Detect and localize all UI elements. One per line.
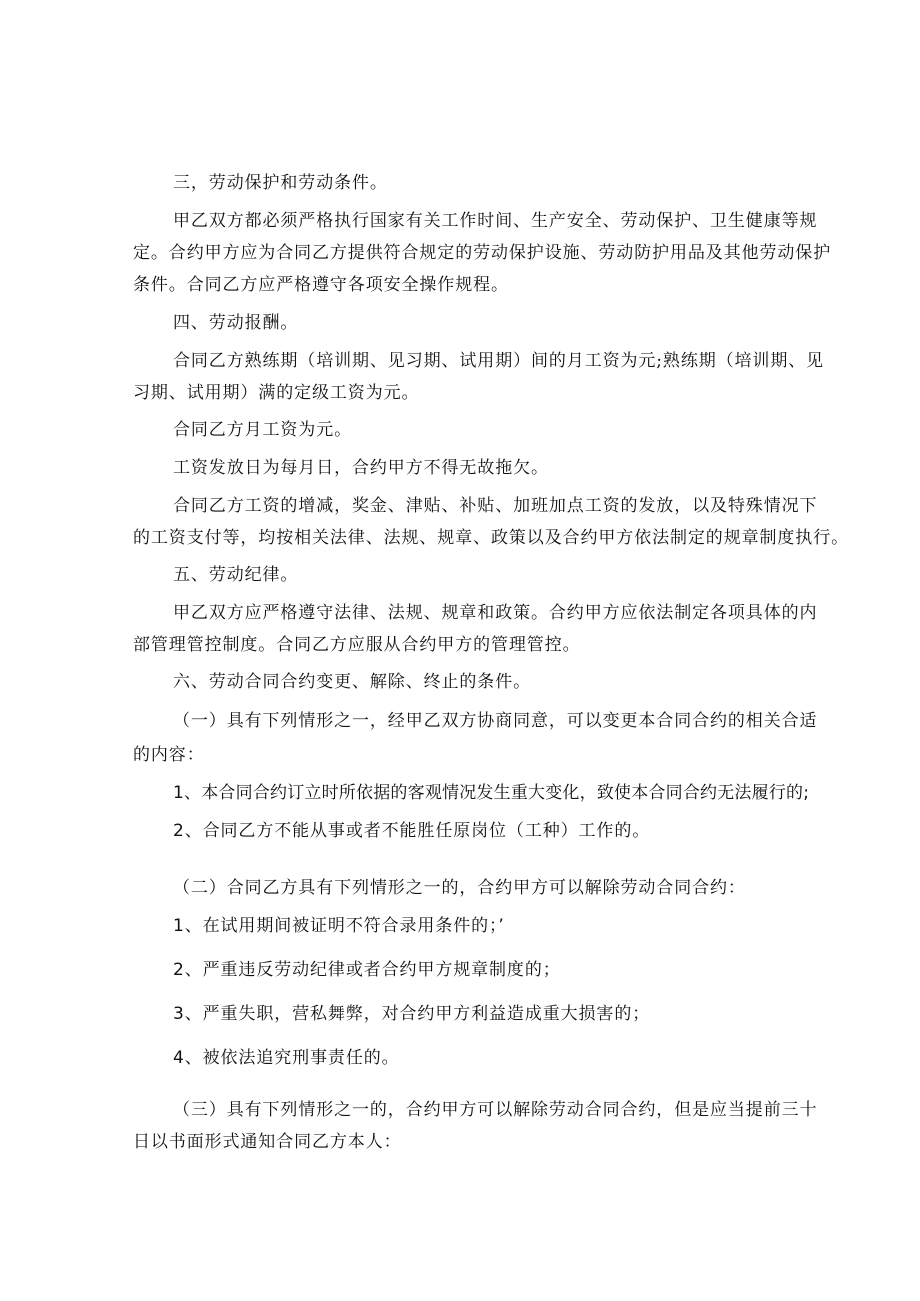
- paragraph-line: 合同乙方熟练期（培训期、见习期、试用期）间的月工资为元;熟练期（培训期、见: [173, 351, 825, 371]
- section-heading-termination: 六、劳动合同合约变更、解除、终止的条件。: [173, 672, 531, 692]
- section-heading-discipline: 五、劳动纪律。: [173, 565, 299, 585]
- list-item: 1、在试用期间被证明不符合录用条件的；’: [173, 916, 505, 936]
- paragraph-line: 合同乙方月工资为元。: [173, 420, 352, 440]
- clause-heading-3: （三）具有下列情形之一的，合约甲方可以解除劳动合同合约，但是应当提前三十: [173, 1100, 818, 1120]
- list-item: 2、合同乙方不能从事或者不能胜任原岗位（工种）工作的。: [173, 821, 651, 841]
- section-heading-labor-protection: 三，劳动保护和劳动条件。: [173, 173, 388, 193]
- clause-heading-1: （一）具有下列情形之一，经甲乙双方协商同意，可以变更本合同合约的相关合适: [173, 711, 818, 731]
- list-item: 3、严重失职，营私舞弊，对合约甲方利益造成重大损害的；: [173, 1004, 651, 1024]
- paragraph-line: 甲乙双方应严格遵守法律、法规、规章和政策。合约甲方应依法制定各项具体的内: [173, 603, 818, 623]
- list-item: 2、严重违反劳动纪律或者合约甲方规章制度的；: [173, 960, 561, 980]
- paragraph-line: 的内容：: [133, 745, 205, 765]
- paragraph-line: 习期、试用期）满的定级工资为元。: [133, 383, 420, 403]
- section-heading-remuneration: 四、劳动报酬。: [173, 313, 299, 333]
- clause-heading-2: （二）合同乙方具有下列情形之一的，合约甲方可以解除劳动合同合约：: [173, 878, 746, 898]
- paragraph-line: 合同乙方工资的增减，奖金、津贴、补贴、加班加点工资的发放，以及特殊情况下: [173, 496, 818, 516]
- paragraph-line: 甲乙双方都必须严格执行国家有关工作时间、生产安全、劳动保护、卫生健康等规: [173, 211, 818, 231]
- paragraph-line: 定。合约甲方应为合同乙方提供符合规定的劳动保护设施、劳动防护用品及其他劳动保护: [133, 243, 832, 263]
- paragraph-line: 工资发放日为每月日，合约甲方不得无故拖欠。: [173, 458, 549, 478]
- paragraph-line: 条件。合同乙方应严格遵守各项安全操作规程。: [133, 275, 509, 295]
- list-item: 4、被依法追究刑事责任的。: [173, 1048, 400, 1068]
- paragraph-line: 的工资支付等，均按相关法律、法规、规章、政策以及合约甲方依法制定的规章制度执行。: [133, 528, 849, 548]
- list-item: 1、本合同合约订立时所依据的客观情况发生重大变化，致使本合同合约无法履行的;: [173, 783, 810, 803]
- paragraph-line: 日以书面形式通知合同乙方本人：: [133, 1132, 402, 1152]
- paragraph-line: 部管理管控制度。合同乙方应服从合约甲方的管理管控。: [133, 635, 581, 655]
